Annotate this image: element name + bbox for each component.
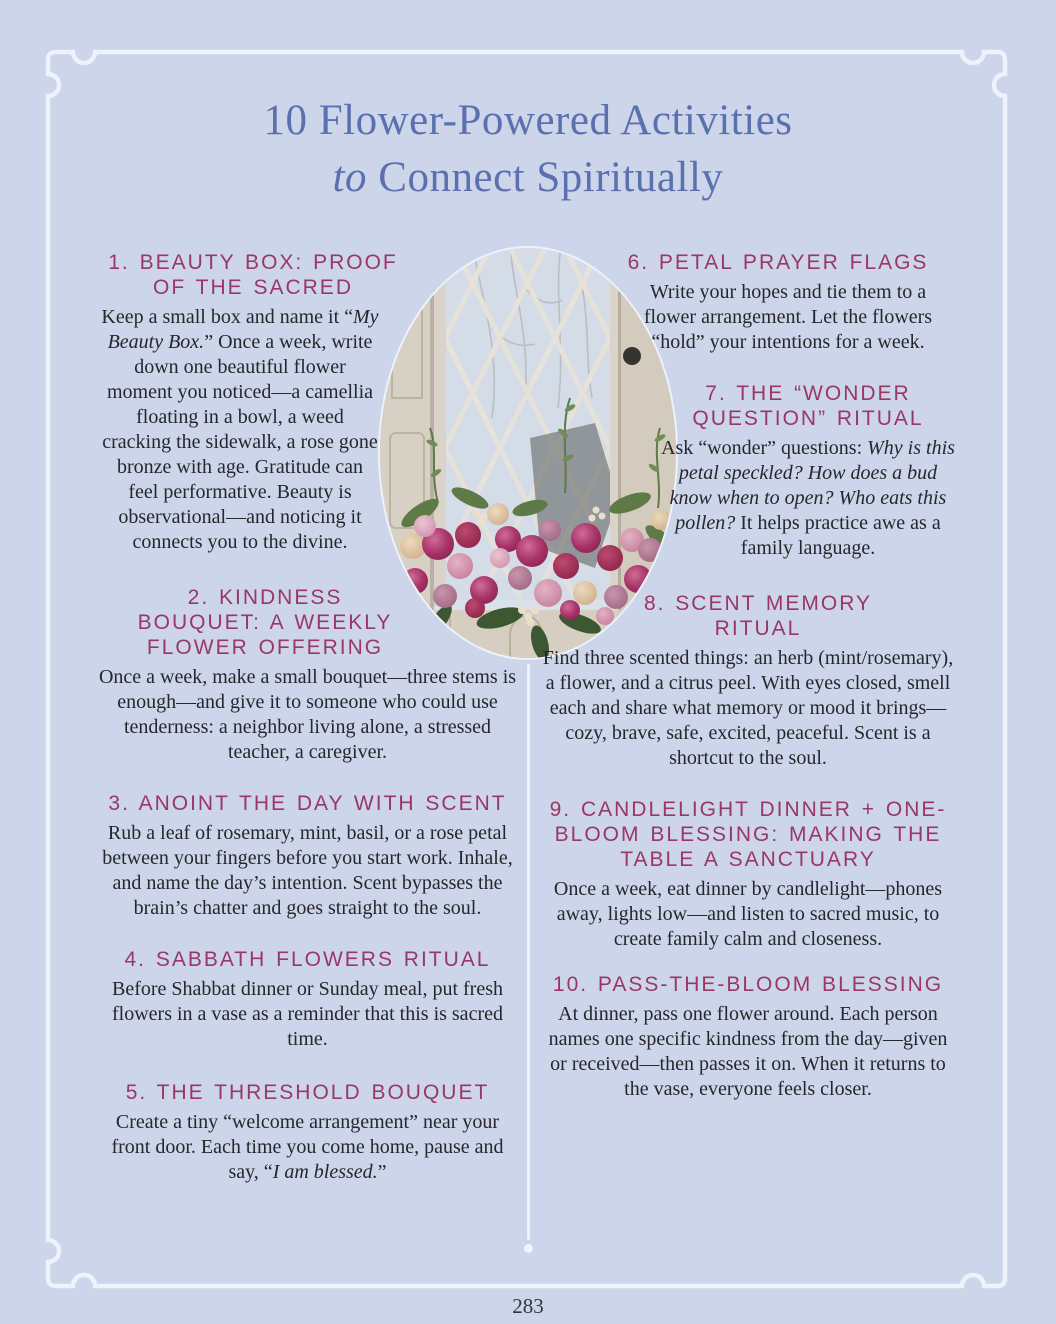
activity-body: Keep a small box and name it “My Beauty Box.” Once a week, write down one beautiful flower moment you noticed—a camellia floating in a bowl, a weed cracking the sidewalk, a rose gone bronze with age. Gratitude can feel performative. Beauty is observational—and noticing it connects you to the divine. (101, 306, 379, 553)
page-title-line2: to Connect Spiritually (332, 154, 724, 201)
page-number: 283 (512, 1294, 544, 1318)
activity-body: Rub a leaf of rosemary, mint, basil, or a rose petal between your fingers before you start work. Inhale, and name the day’s intention. Scent bypasses the brain’s chatter and goes straight to the soul. (102, 822, 513, 919)
activity-body: Once a week, eat dinner by candlelight—phones away, lights low—and listen to sacred music, to create family calm and closeness. (553, 878, 943, 950)
activity-item-9 (538, 797, 958, 952)
activity-heading: 3. ANOINT THE DAY WITH SCENT (108, 792, 507, 815)
activity-body: Create a tiny “welcome arrangement” near your front door. Each time you come home, pause and say, “I am blessed.” (111, 1111, 504, 1183)
activity-item-4 (95, 947, 520, 1052)
column-left (95, 250, 520, 1211)
activity-item-1 (95, 250, 520, 555)
activity-heading: 8. SCENT MEMORY RITUAL (643, 592, 873, 640)
column-right (538, 250, 958, 1128)
activity-body: Once a week, make a small bouquet—three stems is enough—and give it to someone who could use tenderness: a neighbor living alone, a stressed teacher, a caregiver. (98, 666, 517, 763)
activity-heading: 5. THE THRESHOLD BOUQUET (125, 1081, 490, 1104)
activity-item-8 (538, 591, 958, 771)
activity-body: At dinner, pass one flower around. Each person names one specific kindness from the day—given or received—then passes it on. When it returns to the vase, everyone feels closer. (548, 1003, 948, 1100)
activity-body: Find three scented things: an herb (mint/rosemary), a flower, and a citrus peel. With eyes closed, smell each and share what memory or mood it brings—cozy, brave, safe, excited, peaceful. Scent is a shortcut to the soul. (542, 647, 954, 769)
activity-heading: 10. PASS-THE-BLOOM BLESSING (552, 973, 944, 996)
activity-body: Before Shabbat dinner or Sunday meal, put fresh flowers in a vase as a reminder that this is sacred time. (111, 978, 503, 1050)
activity-heading: 2. KINDNESS BOUQUET: A WEEKLY FLOWER OFFERING (137, 586, 393, 659)
activity-item-2 (95, 585, 520, 765)
page-title-line1: 10 Flower-Powered Activities (263, 97, 793, 144)
activity-heading: 1. BEAUTY BOX: PROOF OF THE SACRED (108, 251, 398, 299)
activity-heading: 4. SABBATH FLOWERS RITUAL (124, 948, 491, 971)
activity-body: Ask “wonder” questions: Why is this petal speckled? How does a bud know when to open? Who eats this pollen? It helps practice awe as a family language. (661, 437, 955, 559)
activity-item-6 (538, 250, 958, 355)
page-title (0, 92, 1056, 206)
activity-heading: 7. THE “WONDER QUESTION” RITUAL (692, 382, 924, 430)
activity-body: Write your hopes and tie them to a flower arrangement. Let the flowers “hold” your intentions for a week. (643, 281, 933, 353)
activity-item-7 (538, 381, 958, 561)
activity-item-10 (538, 972, 958, 1102)
column-divider (527, 664, 530, 1240)
activity-heading: 9. CANDLELIGHT DINNER + ONE-BLOOM BLESSING: MAKING THE TABLE A SANCTUARY (549, 798, 947, 871)
activity-item-5 (95, 1080, 520, 1185)
activity-heading: 6. PETAL PRAYER FLAGS (627, 251, 929, 274)
activity-item-3 (95, 791, 520, 921)
